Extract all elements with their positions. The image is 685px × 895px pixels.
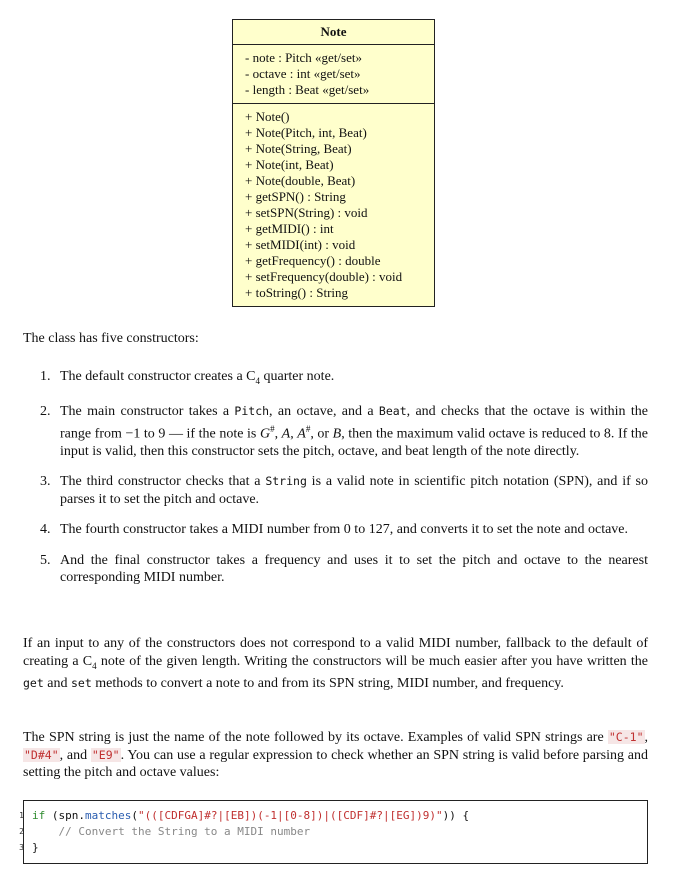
list-number: 3. (40, 474, 51, 490)
uml-method: + getSPN() : String (245, 189, 346, 204)
para-text: methods to convert a note to and from its SPN string, MIDI number, and frequency. (91, 675, 564, 691)
item-text: quarter note. (260, 369, 335, 384)
constructor-list (23, 368, 648, 600)
code-line (19, 824, 311, 839)
line-number: 2 (19, 827, 24, 836)
uml-class-diagram (232, 19, 435, 307)
para-text: . You can use a regular expression to check whether an SPN string is valid before parsing and setting the pitch and octave values: (23, 747, 648, 780)
item-text: is a valid note in scientific pitch notation (SPN), and if so parses it to set the pitch and octave. (60, 474, 648, 507)
item-text: The main constructor takes a (60, 404, 235, 420)
string-literal: "C-1" (608, 730, 644, 744)
item-text: And the final constructor takes a frequency and uses it to set the pitch and octave to the nearest corresponding MIDI number. (60, 552, 648, 586)
uml-method: + getMIDI() : int (245, 221, 334, 236)
uml-attributes (233, 45, 434, 103)
list-item (23, 403, 648, 460)
subscript: 4 (255, 375, 261, 386)
item-text: , then the maximum valid octave is reduced to 8. If the input is valid, then this constructor sets the pitch, octave, and beat length of the note directly. (60, 426, 648, 459)
para-text: note of the given length. Writing the constructors will be much easier after you have written the (96, 653, 649, 669)
fallback-paragraph (23, 635, 648, 692)
code-text: (spn. (45, 809, 85, 822)
list-number: 5. (40, 552, 51, 568)
para-text: The SPN string is just the name of the note followed by its octave. Examples of valid SPN strings are (23, 730, 608, 745)
code-line (19, 808, 470, 823)
item-text: , (274, 426, 282, 442)
code-text: } (32, 841, 39, 854)
inline-code: Beat (378, 404, 407, 419)
superscript: # (270, 423, 275, 434)
uml-method: + Note(String, Beat) (245, 141, 352, 156)
math-note: G (259, 426, 271, 442)
math-note: A (297, 426, 306, 442)
uml-method: + Note(int, Beat) (245, 157, 334, 172)
item-text: , or (310, 426, 333, 442)
list-item (23, 368, 648, 390)
uml-methods (233, 103, 434, 306)
uml-method: + Note(Pitch, int, Beat) (245, 125, 367, 140)
string-literal: "E9" (91, 747, 120, 762)
para-text: , (644, 730, 648, 745)
code-comment: // Convert the String to a MIDI number (32, 825, 311, 838)
list-number: 2. (40, 404, 51, 420)
para-text: and (43, 675, 71, 691)
code-text: ( (131, 809, 138, 822)
code-function: matches (85, 809, 132, 822)
list-item (23, 473, 648, 508)
uml-attribute: - note : Pitch «get/set» (245, 50, 362, 65)
uml-class-name: Note (233, 20, 434, 45)
inline-code: set (71, 675, 92, 690)
list-number: 1. (40, 369, 51, 384)
item-text: , (290, 426, 298, 442)
uml-method: + Note(double, Beat) (245, 173, 356, 188)
uml-attribute: - length : Beat «get/set» (245, 82, 370, 97)
uml-attribute: - octave : int «get/set» (245, 66, 361, 81)
para-text: If an input to any of the constructors does not correspond to a valid MIDI number, fallback to the default of creating a C (23, 636, 648, 669)
code-string: "(([CDFGA]#?|[EB])(-1|[0-8])|([CDF]#?|[EG])9)" (137, 809, 443, 822)
line-number: 3 (19, 843, 24, 852)
code-keyword: if (32, 809, 46, 822)
item-text: , and checks that the octave is within the range from −1 to 9 — if the note is (60, 404, 648, 442)
list-item (23, 552, 648, 587)
uml-method: + getFrequency() : double (245, 253, 381, 268)
uml-method: + Note() (245, 109, 290, 124)
item-text: The default constructor creates a C (60, 369, 256, 384)
intro-text: The class has five constructors: (23, 331, 199, 346)
list-number: 4. (40, 522, 51, 538)
item-text: , an octave, and a (269, 404, 379, 420)
uml-method: + toString() : String (245, 285, 349, 300)
subscript: 4 (92, 660, 97, 671)
math-note: B (332, 426, 342, 442)
inline-code: get (23, 675, 44, 690)
spn-paragraph (23, 729, 648, 782)
inline-code: Pitch (234, 404, 270, 419)
item-text: The third constructor checks that a (60, 474, 266, 490)
para-text: , and (59, 747, 91, 763)
line-number: 1 (19, 811, 24, 820)
code-listing (19, 800, 648, 864)
uml-method: + setMIDI(int) : void (245, 237, 356, 252)
string-literal: "D#4" (24, 747, 59, 762)
list-item (23, 521, 648, 539)
code-text: )) { (442, 809, 470, 822)
superscript: # (305, 423, 311, 434)
uml-method: + setFrequency(double) : void (245, 269, 403, 284)
inline-code: String (265, 474, 307, 489)
math-note: A (281, 426, 291, 442)
uml-method: + setSPN(String) : void (245, 205, 368, 220)
item-text: The fourth constructor takes a MIDI number from 0 to 127, and converts it to set the note and octave. (60, 522, 629, 538)
code-line (19, 840, 39, 855)
